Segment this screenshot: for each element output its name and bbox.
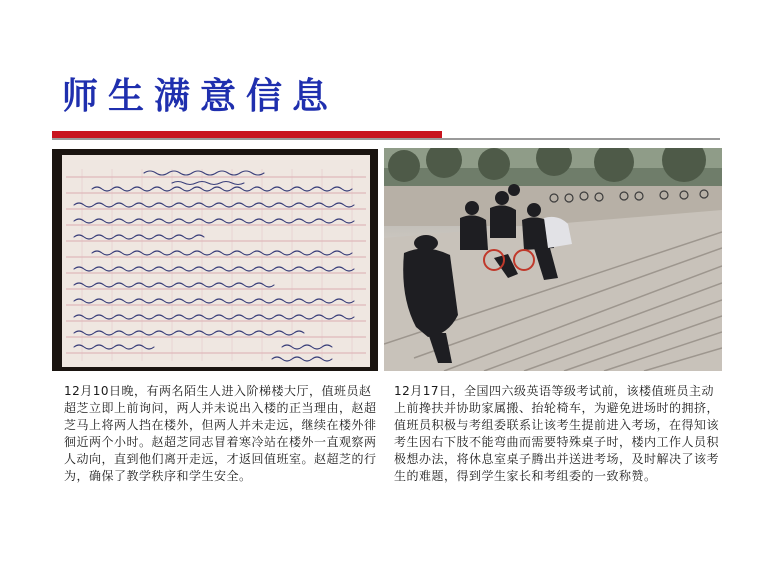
outdoor-scene-image <box>384 148 722 371</box>
handwritten-letter-photo <box>52 149 378 371</box>
title-divider <box>52 138 720 140</box>
letter-paper-image <box>52 149 378 371</box>
stairs-wheelchair-photo <box>384 148 722 371</box>
slide-title: 师生满意信息 <box>62 75 339 117</box>
caption-left: 12月10日晚，有两名陌生人进入阶梯楼大厅，值班员赵超芝立即上前询问，两人并未说出入楼的正当理由，赵超芝马上将两人挡在楼外，但两人并未走远，继续在楼外徘徊近两个小时。赵超芝同志冒着寒冷站在楼外一直观察两人动向，直到他们离开走远，才返回值班室。赵超芝的行为，确保了教学秩序和学生安全。 <box>64 384 377 483</box>
caption-right: 12月17日，全国四六级英语等级考试前，该楼值班员主动上前搀扶并协助家属搬、抬轮椅车，为避免进场时的拥挤，值班员积极与考组委联系让该考生提前进入考场，在得知该考生因右下肢不能弯曲而需要特殊桌子时，楼内工作人员积极想办法，将休息室桌子腾出并送进考场，及时解决了该考生的难题，得到学生家长和考组委的一致称赞。 <box>394 384 720 483</box>
